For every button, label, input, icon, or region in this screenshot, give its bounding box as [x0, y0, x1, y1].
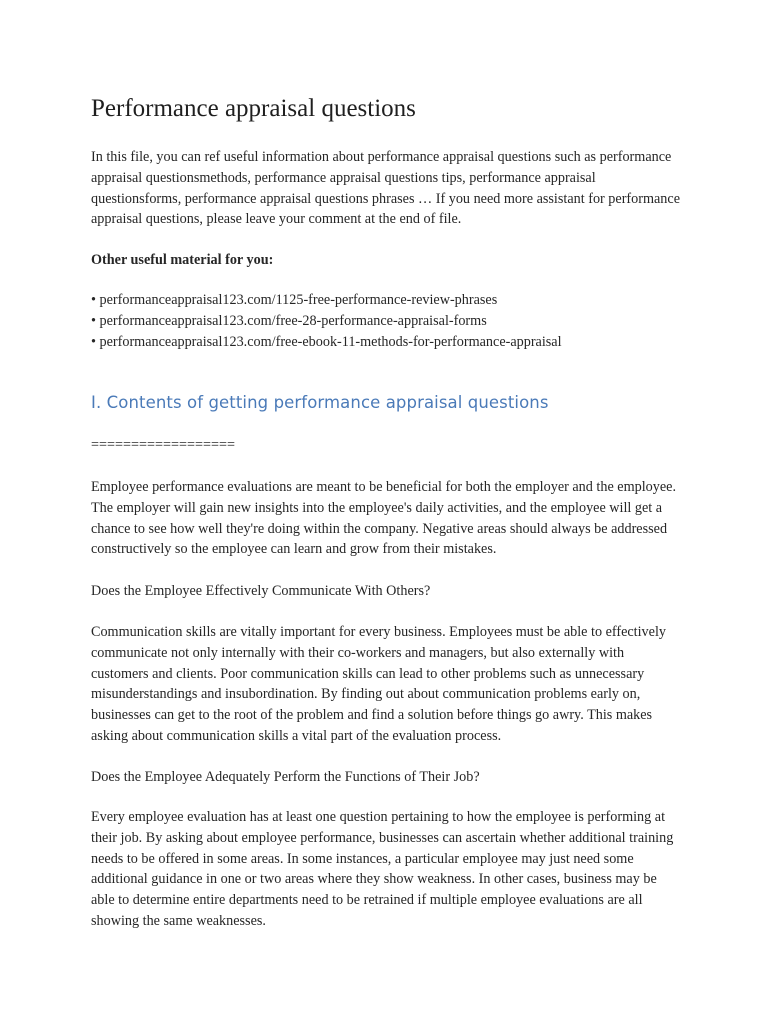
- useful-link-item[interactable]: • performanceappraisal123.com/1125-free-performance-review-phrases: [91, 292, 498, 308]
- useful-link-item[interactable]: • performanceappraisal123.com/free-28-performance-appraisal-forms: [91, 312, 487, 329]
- useful-links-list: [91, 290, 681, 352]
- useful-material-heading: Other useful material for you:: [91, 252, 274, 268]
- question-line: Does the Employee Adequately Perform the Functions of Their Job?: [91, 769, 480, 785]
- body-paragraph: Every employee evaluation has at least one question pertaining to how the employee is performing at their job. By asking about employee performance, businesses can ascertain whether additional training needs to be offered in some areas. In some instances, a particular employee may just need some additional guidance in one or two areas where they show weakness. In other cases, business may be able to determine entire departments need to be retrained if multiple employee evaluations are all showing the same weaknesses.: [91, 809, 674, 929]
- intro-paragraph: In this file, you can ref useful information about performance appraisal questions such as performance appraisal questionsmethods, performance appraisal questions tips, performance appraisal questionsforms, performance appraisal questions phrases … If you need more assistant for performance appraisal questions, please leave your comment at the end of file.: [91, 149, 680, 228]
- section-heading: I. Contents of getting performance appraisal questions: [91, 393, 549, 412]
- body-paragraph: Employee performance evaluations are meant to be beneficial for both the employer and the employee. The employer will gain new insights into the employee's daily activities, and the employee will get a chance to see how well they're doing within the company. Negative areas should always be addressed constructively so the employee can learn and grow from their mistakes.: [91, 479, 676, 558]
- body-paragraph: Communication skills are vitally important for every business. Employees must be able to effectively communicate not only internally with their co-workers and managers, but also externally with customers and clients. Poor communication skills can lead to other problems such as unnecessary misunderstandings and insubordination. By finding out about communication problems early on, businesses can get to the root of the problem and find a solution before things go awry. This makes asking about communication skills a vital part of the evaluation process.: [91, 624, 666, 744]
- page-title: Performance appraisal questions: [91, 95, 416, 122]
- question-line: Does the Employee Effectively Communicate With Others?: [91, 583, 431, 599]
- useful-link-item[interactable]: • performanceappraisal123.com/free-ebook-11-methods-for-performance-appraisal: [91, 333, 562, 350]
- section-divider: ==================: [91, 437, 236, 453]
